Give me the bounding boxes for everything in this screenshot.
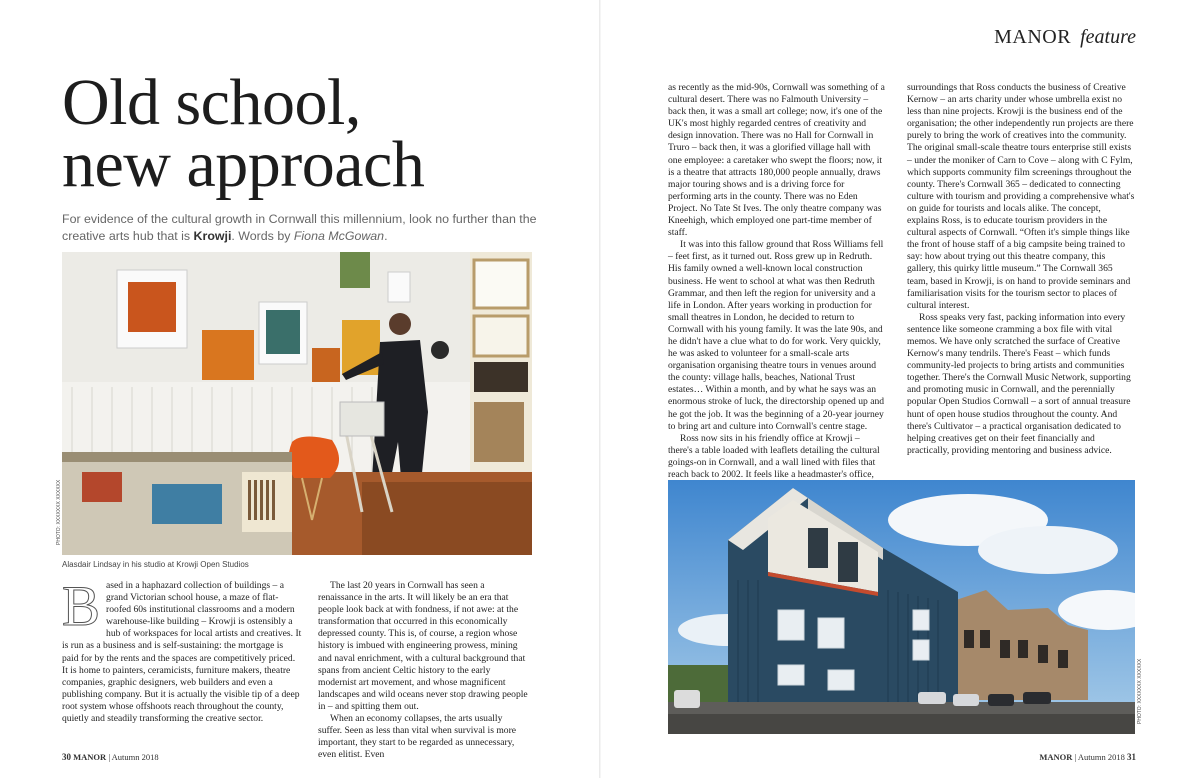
body-paragraph: Ross now sits in his friendly office at Krowji – there's a table loaded with leaflets detailing the cultural goings-on in Cornwall, and a wall lined with files that reach back to 2002. It feels like a headmaster's office, bbox=[668, 432, 880, 480]
gutter bbox=[599, 0, 601, 778]
headline bbox=[62, 66, 425, 201]
standfirst-hub: Krowji bbox=[193, 229, 232, 243]
dropcap: B bbox=[62, 575, 101, 638]
folio-magazine-right: MANOR bbox=[1039, 752, 1073, 762]
body-paragraph: ased in a haphazard collection of buildings – a grand Victorian school house, a maze of flat-roofed 60s institutional classrooms and a modern warehouse-like building – Krowji is ostensibly a hub of workspaces for local artists and creatives. It is run as a business and is self-sustaining: the mortgage is paid for by the rents and the spaces are competitively priced. It is home to painters, ceramicists, furniture makers, theatre companies, graphic designers, web builders and even a publishing company. But it is actually the visible tip of a deep root system whose offshoots reach throughout the county, quietly and steadily transforming the creative sector. bbox=[62, 580, 302, 725]
folio-left: 30 MANOR | Autumn 2018 bbox=[62, 752, 159, 762]
page-number-left: 30 bbox=[62, 752, 71, 762]
body-paragraph: surroundings that Ross conducts the business of Creative Kernow – an arts charity under whose umbrella exist no less than nine projects. Krowji is the business end of the organisation; the other independently run projects are there purely to bring the work of creatives into the community. The original small-scale theatre tours enterprise still exists – under the moniker of Carn to Cove – along with C Fylm, which supports community film screenings throughout the county. There's Cornwall 365 – dedicated to connecting culture with tourism and providing a comprehensive what's on guide for tourists and locals alike. The concept, explains Ross, is to educate tourism providers in the cultural aspects of Cornwall. “Often it's simple things like the front of house staff of a big campsite being trained to say: how about trying out this theatre company, this gallery, this quirky little museum.” The Cornwall 365 team, based in Krowji, is on hand to provide seminars and familiarisation visits for the tourism sector to places of cultural interest. bbox=[907, 82, 1135, 311]
page-number-right: 31 bbox=[1127, 752, 1136, 762]
body-paragraph: as recently as the mid-90s, Cornwall was something of a cultural desert. There was no Falmouth University – back then, it was a small art college; now, it's one of the UK's most highly regarded centres of creativity and design innovation. There was no Hall for Cornwall in Truro – back then, it was a glorified village hall with one employee: a caretaker who swept the floors; now, it is a theatre that attracts 180,000 people annually, draws major touring shows and is a driving force for performing arts in the county. There was no Eden Project. No Tate St Ives. The only theatre company was Kneehigh, which employed one part-time member of staff. bbox=[668, 82, 885, 239]
section-tag-magazine: MANOR bbox=[994, 26, 1072, 48]
folio-issue-left: Autumn 2018 bbox=[111, 752, 159, 762]
standfirst-author: Fiona McGowan bbox=[293, 229, 385, 243]
body-column-right-b bbox=[907, 82, 1135, 457]
studio-photo-credit: PHOTO: XXXXXXX XXXXXX bbox=[56, 479, 62, 545]
body-column-left-a bbox=[62, 575, 302, 725]
section-tag bbox=[994, 26, 1136, 49]
folio-right: MANOR | Autumn 2018 31 bbox=[1039, 752, 1136, 762]
standfirst-byline-label: . Words by bbox=[231, 229, 294, 243]
body-paragraph: The last 20 years in Cornwall has seen a renaissance in the arts. It will likely be an era that people look back at with fondness, if not awe: at the transformation that occurred in this economically depressed county. This is, of course, a region whose history is imbued with engineering prowess, mining and naval enrichment, with a cultural background that spans from ancient Celtic history to the early modernist art movement, and whose magnificent landscapes and wild oceans never stop drawing people in – and spitting them out. bbox=[318, 580, 528, 712]
building-photo-credit: PHOTO: XXXXXXX XXXXXX bbox=[1137, 658, 1143, 724]
folio-magazine-left: MANOR bbox=[73, 752, 107, 762]
section-tag-label: feature bbox=[1080, 26, 1136, 48]
standfirst bbox=[62, 211, 562, 245]
body-column-right-a bbox=[668, 82, 886, 493]
studio-photo bbox=[62, 252, 532, 555]
studio-photo-caption: Alasdair Lindsay in his studio at Krowji Open Studios bbox=[62, 560, 249, 569]
standfirst-end: . bbox=[384, 229, 388, 243]
body-column-left-b bbox=[318, 580, 528, 761]
standfirst-lead: For evidence of the cultural growth in Cornwall this millennium, look no further than the creative arts hub that is bbox=[62, 212, 537, 243]
folio-issue-right: Autumn 2018 bbox=[1077, 752, 1125, 762]
body-paragraph: It was into this fallow ground that Ross Williams fell – feet first, as it turned out. Ross grew up in Redruth. His family owned a well-known local construction business. He went to school at what was then Redruth Grammar, and then left the region for university and a life in London. After years working in production for small theatres in London, he decided to return to Cornwall with his young family. It was the late 90s, and he didn't have a clue what to do for work. Very quickly, he was asked to volunteer for a small-scale arts organisation organising theatre tours in venues around the county: village halls, beaches, National Trust estates… Within a month, and by what he says was an enormous stroke of luck, the directorship opened up and he got the job. It was the beginning of a 20-year journey to bring art and culture into Cornwall's centre stage. bbox=[668, 239, 885, 432]
building-photo bbox=[668, 480, 1135, 734]
headline-line-2: new approach bbox=[62, 128, 425, 201]
body-paragraph: When an economy collapses, the arts usually suffer. Seen as less than vital when survival is more important, they start to be regarded as unnecessary, even elitist. Even bbox=[318, 713, 517, 761]
body-paragraph: Ross speaks very fast, packing information into every sentence like someone cramming a box file with vital memos. We have only scratched the surface of Creative Kernow's many tendrils. There's Feast – which funds community-led projects to bring artists and communities together. There's the Cornwall Music Network, supporting and promoting music in Cornwall, and the perennially popular Open Studios Cornwall – a sort of annual treasure hunt of open house studios throughout the county. And there's Cultivator – a practical organisation dedicated to helping creatives get on their feet financially and practically, providing mentoring and business advice. bbox=[907, 311, 1131, 456]
headline-line-1: Old school, bbox=[62, 66, 361, 139]
